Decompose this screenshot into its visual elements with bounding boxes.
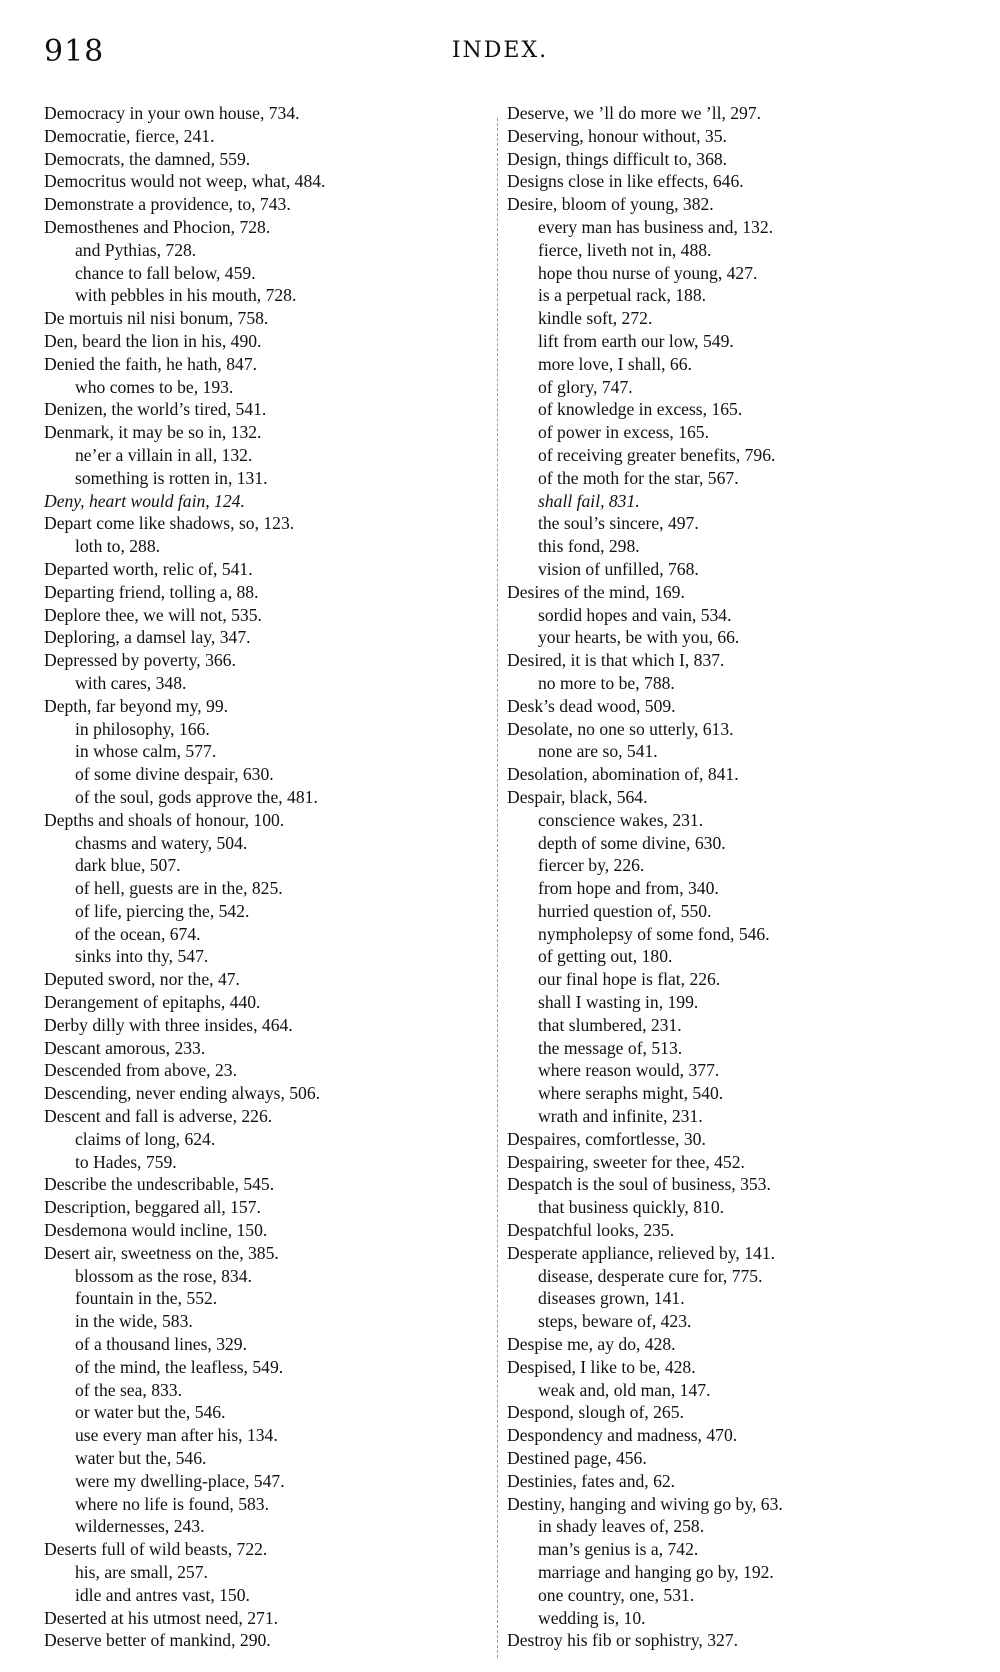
index-subentry: the soul’s sincere, 497. — [538, 513, 699, 534]
index-entry: Deserts full of wild beasts, 722. — [44, 1539, 268, 1560]
index-subentry: our final hope is flat, 226. — [538, 969, 721, 990]
index-entry: Denizen, the world’s tired, 541. — [44, 399, 267, 420]
index-subentry: in whose calm, 577. — [75, 741, 217, 762]
index-subentry: of life, piercing the, 542. — [75, 900, 250, 921]
index-entry: Desk’s dead wood, 509. — [507, 695, 676, 716]
index-entry: Descending, never ending always, 506. — [44, 1083, 321, 1104]
index-subentry: shall I wasting in, 199. — [538, 992, 699, 1013]
index-entry: Descent and fall is adverse, 226. — [44, 1106, 273, 1127]
index-subentry: of receiving greater benefits, 796. — [538, 444, 776, 465]
index-subentry: in shady leaves of, 258. — [538, 1516, 705, 1537]
index-entry: Desdemona would incline, 150. — [44, 1220, 268, 1241]
index-entry: Despond, slough of, 265. — [507, 1402, 684, 1423]
index-subentry: loth to, 288. — [75, 536, 161, 557]
index-subentry: of the ocean, 674. — [75, 923, 201, 944]
index-subentry: sordid hopes and vain, 534. — [538, 604, 732, 625]
index-subentry: in the wide, 583. — [75, 1311, 193, 1332]
index-subentry: something is rotten in, 131. — [75, 467, 268, 488]
index-subentry: in philosophy, 166. — [75, 718, 210, 739]
index-subentry: of the mind, the leafless, 549. — [75, 1356, 284, 1377]
index-subentry: wildernesses, 243. — [75, 1516, 205, 1537]
index-entry: Despatchful looks, 235. — [507, 1220, 675, 1241]
index-subentry: depth of some divine, 630. — [538, 832, 726, 853]
index-entry: Denmark, it may be so in, 132. — [44, 422, 262, 443]
index-subentry: man’s genius is a, 742. — [538, 1539, 699, 1560]
index-entry: Descant amorous, 233. — [44, 1037, 206, 1058]
index-subentry: or water but the, 546. — [75, 1402, 226, 1423]
index-column-right — [507, 102, 967, 1652]
index-entry: Demonstrate a providence, to, 743. — [44, 194, 291, 215]
index-entry: Despairing, sweeter for thee, 452. — [507, 1151, 745, 1172]
index-subentry: the message of, 513. — [538, 1037, 683, 1058]
index-subentry: kindle soft, 272. — [538, 308, 653, 329]
index-subentry: every man has business and, 132. — [538, 216, 774, 237]
index-subentry: of power in excess, 165. — [538, 422, 710, 443]
index-subentry: of knowledge in excess, 165. — [538, 399, 743, 420]
index-subentry: fierce, liveth not in, 488. — [538, 239, 712, 260]
index-entry: Designs close in like effects, 646. — [507, 171, 744, 192]
index-subentry: blossom as the rose, 834. — [75, 1265, 252, 1286]
index-subentry: were my dwelling-place, 547. — [75, 1470, 285, 1491]
index-subentry: of hell, guests are in the, 825. — [75, 878, 283, 899]
index-entry: Destinies, fates and, 62. — [507, 1470, 676, 1491]
index-subentry: who comes to be, 193. — [75, 376, 234, 397]
index-subentry: of glory, 747. — [538, 376, 633, 397]
index-entry: Derangement of epitaphs, 440. — [44, 992, 261, 1013]
index-subentry: that slumbered, 231. — [538, 1014, 682, 1035]
page-title: INDEX. — [451, 38, 549, 63]
index-subentry: idle and antres vast, 150. — [75, 1584, 250, 1605]
index-entry: Despise me, ay do, 428. — [507, 1334, 676, 1355]
index-subentry: of getting out, 180. — [538, 946, 673, 967]
index-entry: Desert air, sweetness on the, 385. — [44, 1242, 279, 1263]
index-entry: Desolate, no one so utterly, 613. — [507, 718, 734, 739]
column-divider — [497, 118, 498, 1658]
index-subentry: of some divine despair, 630. — [75, 764, 274, 785]
index-subentry: conscience wakes, 231. — [538, 809, 704, 830]
index-entry: Depths and shoals of honour, 100. — [44, 809, 285, 830]
index-subentry: with cares, 348. — [75, 672, 187, 693]
index-subentry: no more to be, 788. — [538, 672, 675, 693]
index-entry: Destroy his fib or sophistry, 327. — [507, 1630, 738, 1651]
index-subentry: your hearts, be with you, 66. — [538, 627, 740, 648]
index-entry: Despatch is the soul of business, 353. — [507, 1174, 771, 1195]
index-entry: Destiny, hanging and wiving go by, 63. — [507, 1493, 783, 1514]
index-entry: Deputed sword, nor the, 47. — [44, 969, 240, 990]
index-subentry: fountain in the, 552. — [75, 1288, 218, 1309]
index-subentry: is a perpetual rack, 188. — [538, 285, 707, 306]
index-entry: Den, beard the lion in his, 490. — [44, 330, 262, 351]
index-entry: Desires of the mind, 169. — [507, 581, 685, 602]
index-entry: Despaires, comfortlesse, 30. — [507, 1128, 706, 1149]
index-entry: Deny, heart would fain, 124. — [44, 490, 245, 511]
index-entry: Despair, black, 564. — [507, 786, 648, 807]
index-subentry: of the soul, gods approve the, 481. — [75, 786, 318, 807]
index-entry: Deserted at his utmost need, 271. — [44, 1607, 279, 1628]
index-entry: Deserving, honour without, 35. — [507, 125, 727, 146]
index-subentry: of the sea, 833. — [75, 1379, 182, 1400]
index-entry: Democratie, fierce, 241. — [44, 125, 215, 146]
index-entry: Destined page, 456. — [507, 1448, 647, 1469]
index-entry: Departed worth, relic of, 541. — [44, 558, 253, 579]
index-entry: Despised, I like to be, 428. — [507, 1356, 696, 1377]
index-subentry: from hope and from, 340. — [538, 878, 719, 899]
index-subentry: weak and, old man, 147. — [538, 1379, 711, 1400]
index-subentry: steps, beware of, 423. — [538, 1311, 692, 1332]
index-subentry: that business quickly, 810. — [538, 1197, 725, 1218]
index-entry: Desire, bloom of young, 382. — [507, 194, 714, 215]
index-subentry: with pebbles in his mouth, 728. — [75, 285, 297, 306]
index-subentry: where reason would, 377. — [538, 1060, 720, 1081]
index-entry: Demosthenes and Phocion, 728. — [44, 216, 271, 237]
index-entry: Despondency and madness, 470. — [507, 1425, 738, 1446]
index-subentry: marriage and hanging go by, 192. — [538, 1562, 774, 1582]
index-subentry: vision of unfilled, 768. — [538, 558, 699, 579]
index-column-left — [44, 102, 484, 1652]
index-entry: Deserve better of mankind, 290. — [44, 1630, 271, 1651]
index-subentry: nympholepsy of some fond, 546. — [538, 923, 770, 944]
index-subentry: none are so, 541. — [538, 741, 658, 762]
page-number: 918 — [44, 34, 105, 69]
index-subentry: shall fail, 831. — [538, 490, 640, 511]
index-subentry: this fond, 298. — [538, 536, 640, 557]
index-subentry: fiercer by, 226. — [538, 855, 645, 876]
index-entry: Departing friend, tolling a, 88. — [44, 581, 259, 602]
index-entry: Depart come like shadows, so, 123. — [44, 513, 295, 534]
index-subentry: claims of long, 624. — [75, 1128, 216, 1149]
index-subentry: chance to fall below, 459. — [75, 262, 256, 283]
index-entry: Democrats, the damned, 559. — [44, 148, 251, 169]
index-subentry: wrath and infinite, 231. — [538, 1106, 703, 1127]
index-subentry: of the moth for the star, 567. — [538, 467, 739, 488]
index-subentry: and Pythias, 728. — [75, 239, 197, 260]
index-entry: Depth, far beyond my, 99. — [44, 695, 229, 716]
index-subentry: diseases grown, 141. — [538, 1288, 685, 1309]
index-subentry: more love, I shall, 66. — [538, 353, 692, 374]
index-entry: Depressed by poverty, 366. — [44, 650, 236, 671]
index-entry: Democritus would not weep, what, 484. — [44, 171, 326, 192]
index-entry: Denied the faith, he hath, 847. — [44, 353, 258, 374]
index-subentry: his, are small, 257. — [75, 1562, 208, 1582]
index-entry: Desired, it is that which I, 837. — [507, 650, 725, 671]
index-entry: Deplore thee, we will not, 535. — [44, 604, 262, 625]
index-subentry: wedding is, 10. — [538, 1607, 646, 1628]
index-subentry: use every man after his, 134. — [75, 1425, 278, 1446]
index-subentry: where no life is found, 583. — [75, 1493, 269, 1514]
index-subentry: one country, one, 531. — [538, 1584, 695, 1605]
index-subentry: lift from earth our low, 549. — [538, 330, 734, 351]
index-entry: De mortuis nil nisi bonum, 758. — [44, 308, 269, 329]
index-entry: Derby dilly with three insides, 464. — [44, 1014, 293, 1035]
index-subentry: sinks into thy, 547. — [75, 946, 209, 967]
index-entry: Deploring, a damsel lay, 347. — [44, 627, 251, 648]
index-subentry: where seraphs might, 540. — [538, 1083, 724, 1104]
index-subentry: dark blue, 507. — [75, 855, 181, 876]
index-entry: Democracy in your own house, 734. — [44, 103, 300, 123]
index-subentry: water but the, 546. — [75, 1448, 207, 1469]
index-subentry: ne’er a villain in all, 132. — [75, 444, 253, 465]
index-entry: Desperate appliance, relieved by, 141. — [507, 1242, 776, 1263]
index-entry: Desolation, abomination of, 841. — [507, 764, 739, 785]
index-subentry: hope thou nurse of young, 427. — [538, 262, 758, 283]
index-entry: Describe the undescribable, 545. — [44, 1174, 275, 1195]
index-subentry: of a thousand lines, 329. — [75, 1334, 248, 1355]
index-entry: Description, beggared all, 157. — [44, 1197, 261, 1218]
index-entry: Descended from above, 23. — [44, 1060, 237, 1081]
index-subentry: chasms and watery, 504. — [75, 832, 248, 853]
index-subentry: disease, desperate cure for, 775. — [538, 1265, 763, 1286]
index-entry: Design, things difficult to, 368. — [507, 148, 728, 169]
index-entry: Deserve, we ’ll do more we ’ll, 297. — [507, 103, 762, 123]
index-subentry: hurried question of, 550. — [538, 900, 712, 921]
index-subentry: to Hades, 759. — [75, 1151, 177, 1172]
